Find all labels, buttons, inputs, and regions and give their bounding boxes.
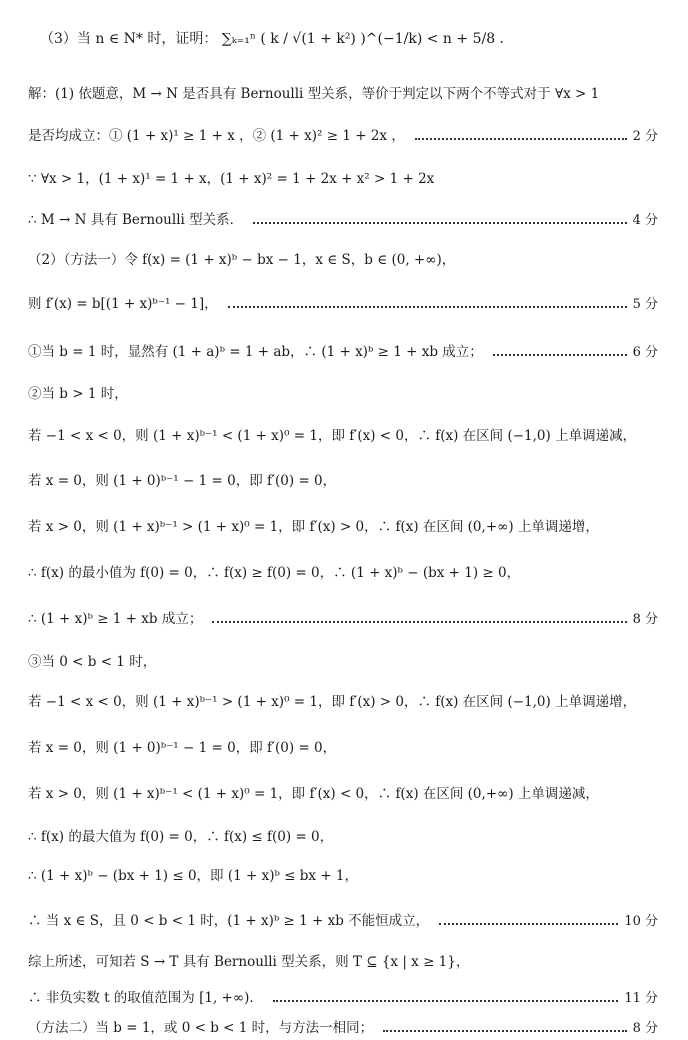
solution-line bbox=[28, 124, 658, 144]
line-text: ∴ M → N 具有 Bernoulli 型关系． bbox=[28, 212, 244, 228]
solution-line bbox=[28, 469, 658, 489]
line-text: 若 x = 0，则 (1 + 0)ᵇ⁻¹ − 1 = 0，即 f′(0) = 0， bbox=[28, 740, 337, 756]
score-label: 2 分 bbox=[632, 129, 658, 144]
dot-leader bbox=[439, 923, 618, 925]
line-text: ②当 b > 1 时， bbox=[28, 386, 128, 402]
score-label: 8 分 bbox=[632, 1021, 658, 1036]
dot-leader bbox=[493, 354, 627, 356]
line-text: （2）（方法一）令 f(x) = (1 + x)ᵇ − bx − 1，x ∈ S，b ∈ (0, +∞)， bbox=[28, 252, 456, 268]
dot-leader bbox=[415, 138, 627, 140]
line-text: 若 −1 < x < 0，则 (1 + x)ᵇ⁻¹ > (1 + x)⁰ = 1，即 f′(x) > 0，∴ f(x) 在区间 (−1,0) 上单调递增， bbox=[28, 694, 637, 710]
line-text: ∴ 当 x ∈ S，且 0 < b < 1 时，(1 + x)ᵇ ≥ 1 + xb 不能恒成立， bbox=[28, 913, 430, 929]
line-text: （3）当 n ∈ N* 时，证明： ∑ₖ₌₁ⁿ ( k / √(1 + k²) )^(−1/k) < n + 5/8 ． bbox=[40, 31, 514, 47]
dot-leader bbox=[273, 1000, 618, 1002]
line-text: 若 x > 0，则 (1 + x)ᵇ⁻¹ > (1 + x)⁰ = 1，即 f′(x) > 0，∴ f(x) 在区间 (0,+∞) 上单调递增， bbox=[28, 519, 599, 535]
solution-line bbox=[28, 986, 658, 1006]
solution-line bbox=[28, 424, 658, 444]
solution-line bbox=[28, 167, 658, 187]
solution-line bbox=[28, 292, 658, 312]
solution-line bbox=[28, 208, 658, 228]
line-text: 若 −1 < x < 0，则 (1 + x)ᵇ⁻¹ < (1 + x)⁰ = 1，即 f′(x) < 0，∴ f(x) 在区间 (−1,0) 上单调递减， bbox=[28, 428, 637, 444]
solution-line bbox=[28, 82, 658, 102]
solution-line bbox=[28, 690, 658, 710]
solution-line bbox=[28, 515, 658, 535]
dot-leader bbox=[383, 1030, 626, 1032]
line-text: 解：(1) 依题意，M → N 是否具有 Bernoulli 型关系，等价于判定以下两个不等式对于 ∀x > 1 bbox=[28, 86, 600, 102]
score-label: 11 分 bbox=[624, 991, 658, 1006]
line-text: ∴ f(x) 的最大值为 f(0) = 0，∴ f(x) ≤ f(0) = 0， bbox=[28, 829, 334, 845]
line-text: ①当 b = 1 时，显然有 (1 + a)ᵇ = 1 + ab，∴ (1 + x)ᵇ ≥ 1 + xb 成立； bbox=[28, 344, 483, 360]
solution-line bbox=[28, 825, 658, 845]
solution-line bbox=[28, 340, 658, 360]
line-text: ③当 0 < b < 1 时， bbox=[28, 654, 157, 670]
line-text: ∴ f(x) 的最小值为 f(0) = 0，∴ f(x) ≥ f(0) = 0，∴ (1 + x)ᵇ − (bx + 1) ≥ 0， bbox=[28, 565, 521, 581]
solution-line bbox=[28, 782, 658, 802]
score-label: 4 分 bbox=[632, 213, 658, 228]
score-label: 8 分 bbox=[632, 612, 658, 627]
line-text: 则 f′(x) = b[(1 + x)ᵇ⁻¹ − 1]， bbox=[28, 296, 218, 312]
solution-line bbox=[28, 607, 658, 627]
score-label: 6 分 bbox=[632, 345, 658, 360]
line-text: 综上所述，可知若 S → T 具有 Bernoulli 型关系，则 T ⊆ {x | x ≥ 1}， bbox=[28, 954, 470, 970]
solution-line bbox=[28, 909, 658, 929]
line-text: （方法二）当 b = 1，或 0 < b < 1 时，与方法一相同； bbox=[28, 1020, 374, 1036]
line-text: ∴ 非负实数 t 的取值范围为 [1, +∞)． bbox=[28, 990, 263, 1006]
solution-line bbox=[28, 561, 658, 581]
dot-leader bbox=[228, 306, 627, 308]
line-text: ∵ ∀x > 1，(1 + x)¹ = 1 + x，(1 + x)² = 1 + 2x + x² > 1 + 2x bbox=[28, 171, 435, 187]
solution-line bbox=[28, 864, 658, 884]
line-text: ∴ (1 + x)ᵇ ≥ 1 + xb 成立； bbox=[28, 611, 203, 627]
solution-line bbox=[28, 950, 658, 970]
solution-line bbox=[28, 736, 658, 756]
line-text: ∴ (1 + x)ᵇ − (bx + 1) ≤ 0，即 (1 + x)ᵇ ≤ bx + 1， bbox=[28, 868, 359, 884]
dot-leader bbox=[253, 222, 626, 224]
solution-line bbox=[28, 248, 658, 268]
line-text: 若 x > 0，则 (1 + x)ᵇ⁻¹ < (1 + x)⁰ = 1，即 f′(x) < 0，∴ f(x) 在区间 (0,+∞) 上单调递减， bbox=[28, 786, 599, 802]
solution-line bbox=[28, 1016, 658, 1036]
line-text: 若 x = 0，则 (1 + 0)ᵇ⁻¹ − 1 = 0，即 f′(0) = 0， bbox=[28, 473, 337, 489]
dot-leader bbox=[212, 621, 626, 623]
line-text: 是否均成立：① (1 + x)¹ ≥ 1 + x ，② (1 + x)² ≥ 1 + 2x ， bbox=[28, 128, 405, 144]
solution-line bbox=[28, 650, 658, 670]
score-label: 10 分 bbox=[624, 914, 658, 929]
solution-line bbox=[28, 382, 658, 402]
score-label: 5 分 bbox=[632, 297, 658, 312]
problem-part-3 bbox=[40, 28, 658, 48]
